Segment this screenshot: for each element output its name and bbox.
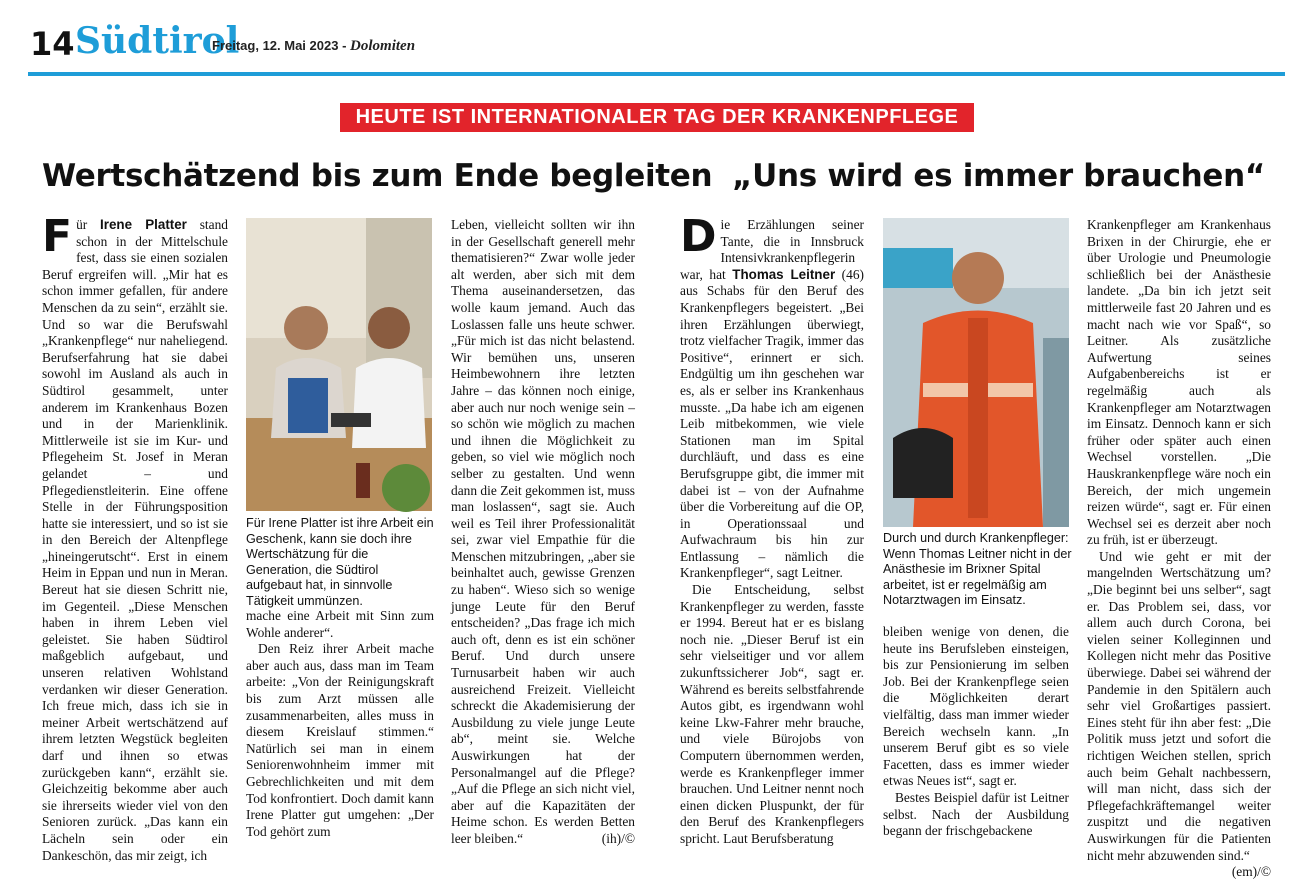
author-signature: (ih)/© [601,830,635,846]
page-number: 14 [30,25,75,63]
col-text: ür [76,217,88,232]
headline-right: „Uns wird es immer brauchen“ [732,158,1265,194]
col-text: stand schon in der Mittelschule fest, dass sie einen sozialen Beruf ergreifen will. „Mir hat es schon immer gefallen, für andere Menschen da zu sein“, erzählt sie. Und so war die Berufswahl „Krankenpflege“ nur naheliegend. Berufserfahrung hat sie dabei sowohl im Ausland als auch in Südtirol gesammelt, unter anderem im Krankenhaus Bozen und in der Marienklinik. Mittlerweile ist sie im Kur- und Pflegeheim St. Josef in Meran gelandet – und Pflegedienstleiterin. Eine offene Stelle in der Führungsposition hatte sie interessiert, und so ist sie in den Bereich der Altenpflege „hineingerutscht“. Erst in einem Heim in Eppan und nun in Meran. Bereut hat sie diesen Schritt nie, im Gegenteil. „Diese Menschen haben in ihrem Leben viel geleistet. Sie haben Südtirol maßgeblich aufgebaut, und unseren relativen Wohlstand verdanken wir dieser Generation. Ich freue mich, dass ich sie in meiner Arbeit wertschätzend auf ihrem letzten Wegstück begleiten darf und ihnen so etwas zurückgeben kann“, erzählt sie. Gleichzeitig bekomme aber auch sie ihrerseits wieder viel von den Senioren zurück. „Das kann ein Lächeln sein oder ein Dankeschön, das mir zeigt, ich [42,217,228,863]
date-text: Freitag, 12. Mai 2023 - [212,38,347,53]
publication-logo: Dolomiten [350,38,416,54]
headline-left: Wertschätzend bis zum Ende begleiten [42,158,713,194]
dropcap: F [42,211,73,262]
paragraph [1087,548,1271,880]
right-article-col2 [883,624,1069,839]
dropcap: D [680,211,717,262]
photo-irene-platter [246,218,432,511]
paragraph: Die Entscheidung, selbst Krankenpfleger zu werden, fasste er 1994. Bereut hat er es bislang noch nie. „Dieser Beruf ist ein sehr vielseitiger und vor allem zukunftssicherer Job“, sagt er. Während es bereits selbstfahrende Autos gibt, es irgendwann wohl keine Lkw-Fahrer mehr brauche, und viele Bürojobs von Computern übernommen werden, werde es Krankenpfleger immer brauchen. Und Leitner nennt noch einen dicken Pluspunkt, der für den Beruf des Krankenpflegers spricht. Laut Berufsberatung [680,582,864,846]
author-signature: (em)/© [1231,864,1271,880]
topic-banner: HEUTE IST INTERNATIONALER TAG DER KRANKENPFLEGE [340,103,974,132]
section-title: Südtirol [75,20,240,62]
col-text: Leben, vielleicht sollten wir ihn in der Gesellschaft generell mehr thematisieren?“ Zwar wolle jeder alt werden, aber sich mit dem Thema auseinandersetzen, das wolle kaum jemand. Auch das Loslassen falle uns heute schwer. „Für mich ist das nicht belastend. Wir bemühen uns, unseren Heimbewohnern ihre letzten Jahre – das können noch einige, aber auch nur noch wenige sein – so schön wie möglich zu machen und ihnen die Möglichkeit zu geben, so viel wie möglich noch selber zu gestalten. Und wenn dann die Zeit gekommen ist, muss man loslassen“, sagt sie. Auch weil es Teil ihrer Professionalität sei, zwar viel Empathie für die Menschen mitzubringen, „aber sie beinhaltet auch, gewisse Grenzen zu haben“. Wieso sich so wenige junge Leute für den Beruf entscheiden? „Das frage ich mich auch oft, denn es ist ein schöner Beruf. Und durch unsere Turnusarbeit haben wir auch ausreichend Freizeit. Vielleicht schreckt die Akademisierung der Ausbildung zu viele junge Leute ab“, meint sie. Welche Auswirkungen hat der Personalmangel auf die Pflege? „Auf die Pflege an sich nicht viel, aber auf die Kapazitäten der Heime schon. Es werden Betten leer bleiben.“ [451,217,635,846]
paragraph: mache eine Arbeit mit Sinn zum Wohle anderer“. [246,608,434,640]
col-text: Krankenpfleger am Krankenhaus Brixen in der Chirurgie, ehe er über Urologie und Pneumologie schließlich bei der Anästhesie landete. „Da bin ich jetzt seit mittlerweile fast 20 Jahren und es macht nach wie vor Spaß“, so Leitner. Als zusätzliche Aufwertung seines Aufgabenbereichs ist er regelmäßig auch als Krankenpfleger am Notarztwagen im Einsatz. Dennoch kann er sich früher oder später auch einen Wechsel vorstellen. „Die Hauskrankenpflege wäre noch ein Bereich, der mich ungemein reizen würde“, sagt er. Für einen Wechsel sei es derzeit aber noch zu früh, ist er überzeugt. [1087,217,1271,548]
col-text: Und wie geht er mit der mangelnden Wertschätzung um? „Die beginnt bei uns selber“, sagt er. Das Problem sei, dass, vor allem auch durch Corona, bei vielen seiner Kolleginnen und Kollegen nicht mehr das Positive überwiege. Dabei sei während der Pandemie in den Spitälern auch sehr viel Großartiges passiert. Eines steht für ihn aber fest: „Die Politik muss jetzt und sofort die richtigen Weichen stellen, sprich auch beim Gehalt nachbessern, will man nicht, dass sich der Pflegefachkräftemangel weiter zuspitzt und die negativen Auswirkungen für die Patienten nicht mehr abzuwenden sind.“ [1087,548,1271,863]
left-article-col3 [451,217,635,846]
photo-thomas-leitner [883,218,1069,527]
person-name: Thomas Leitner [732,266,836,282]
dateline [212,38,415,55]
header-rule [28,72,1285,76]
col-text: (46) aus Schabs für den Beruf des Krankenpflegers begeistert. „Bei ihren Erzählungen überwiegt, trotz vielfacher Tragik, immer das Positive“, erinnert er sich. Endgültig um ihn geschehen war es, als er selber ins Krankenhaus musste. „Da habe ich am eigenen Leib mitbekommen, wie viele Stationen man im Spital durchläuft, und dass es eine Berufsgruppe gibt, die immer mit dabei ist – von der Aufnahme über die Vorbereitung auf die OP, in Operationssaal und Aufwachraum bis hin zur Entlassung – nämlich die Krankenpfleger“, sagt Leitner. [680,266,864,581]
photo-caption-left: Für Irene Platter ist ihre Arbeit ein Geschenk, kann sie doch ihre Wertschätzung für die Generation, die Südtirol aufgebaut hat, in sinnvolle Tätigkeit ummünzen. [246,516,434,608]
left-article-col1 [42,211,228,863]
left-article-col2 [246,608,434,839]
col-text: ie Erzählungen seiner Tante, die in Innsbruck Intensivkrankenpflegerin war, hat [680,217,864,282]
paragraph: Bestes Beispiel dafür ist Leitner selbst. Nach der Ausbildung begann der frischgebackene [883,789,1069,839]
right-article-col3 [1087,217,1271,880]
paragraph: bleiben wenige von denen, die heute ins Berufsleben einsteigen, bis zur Pensionierung im selben Job. Bei der Krankenpflege seien die Möglichkeiten derart vielfältig, dass man immer wieder Bereich wechseln kann. „In unserem Beruf gibt es so viele Facetten, dass es immer wieder etwas Neues ist“, sagt er. [883,624,1069,789]
paragraph: Den Reiz ihrer Arbeit mache aber auch aus, dass man im Team arbeite: „Von der Reinigungskraft bis zum Arzt müssen alle zusammenarbeiten, alles muss in diesem Kreislauf stimmen.“ Natürlich sei man in einem Seniorenwohnheim immer mit Gebrechlichkeiten und mit dem Tod konfrontiert. Doch damit kann Irene Platter gut umgehen: „Der Tod gehört zum [246,641,434,839]
right-article-col1 [680,211,864,846]
photo-caption-right: Durch und durch Krankenpfleger: Wenn Thomas Leitner nicht in der Anästhesie im Brixner Spital arbeitet, ist er regelmäßig am Notarztwagen im Einsatz. [883,531,1072,607]
person-name: Irene Platter [100,217,187,232]
